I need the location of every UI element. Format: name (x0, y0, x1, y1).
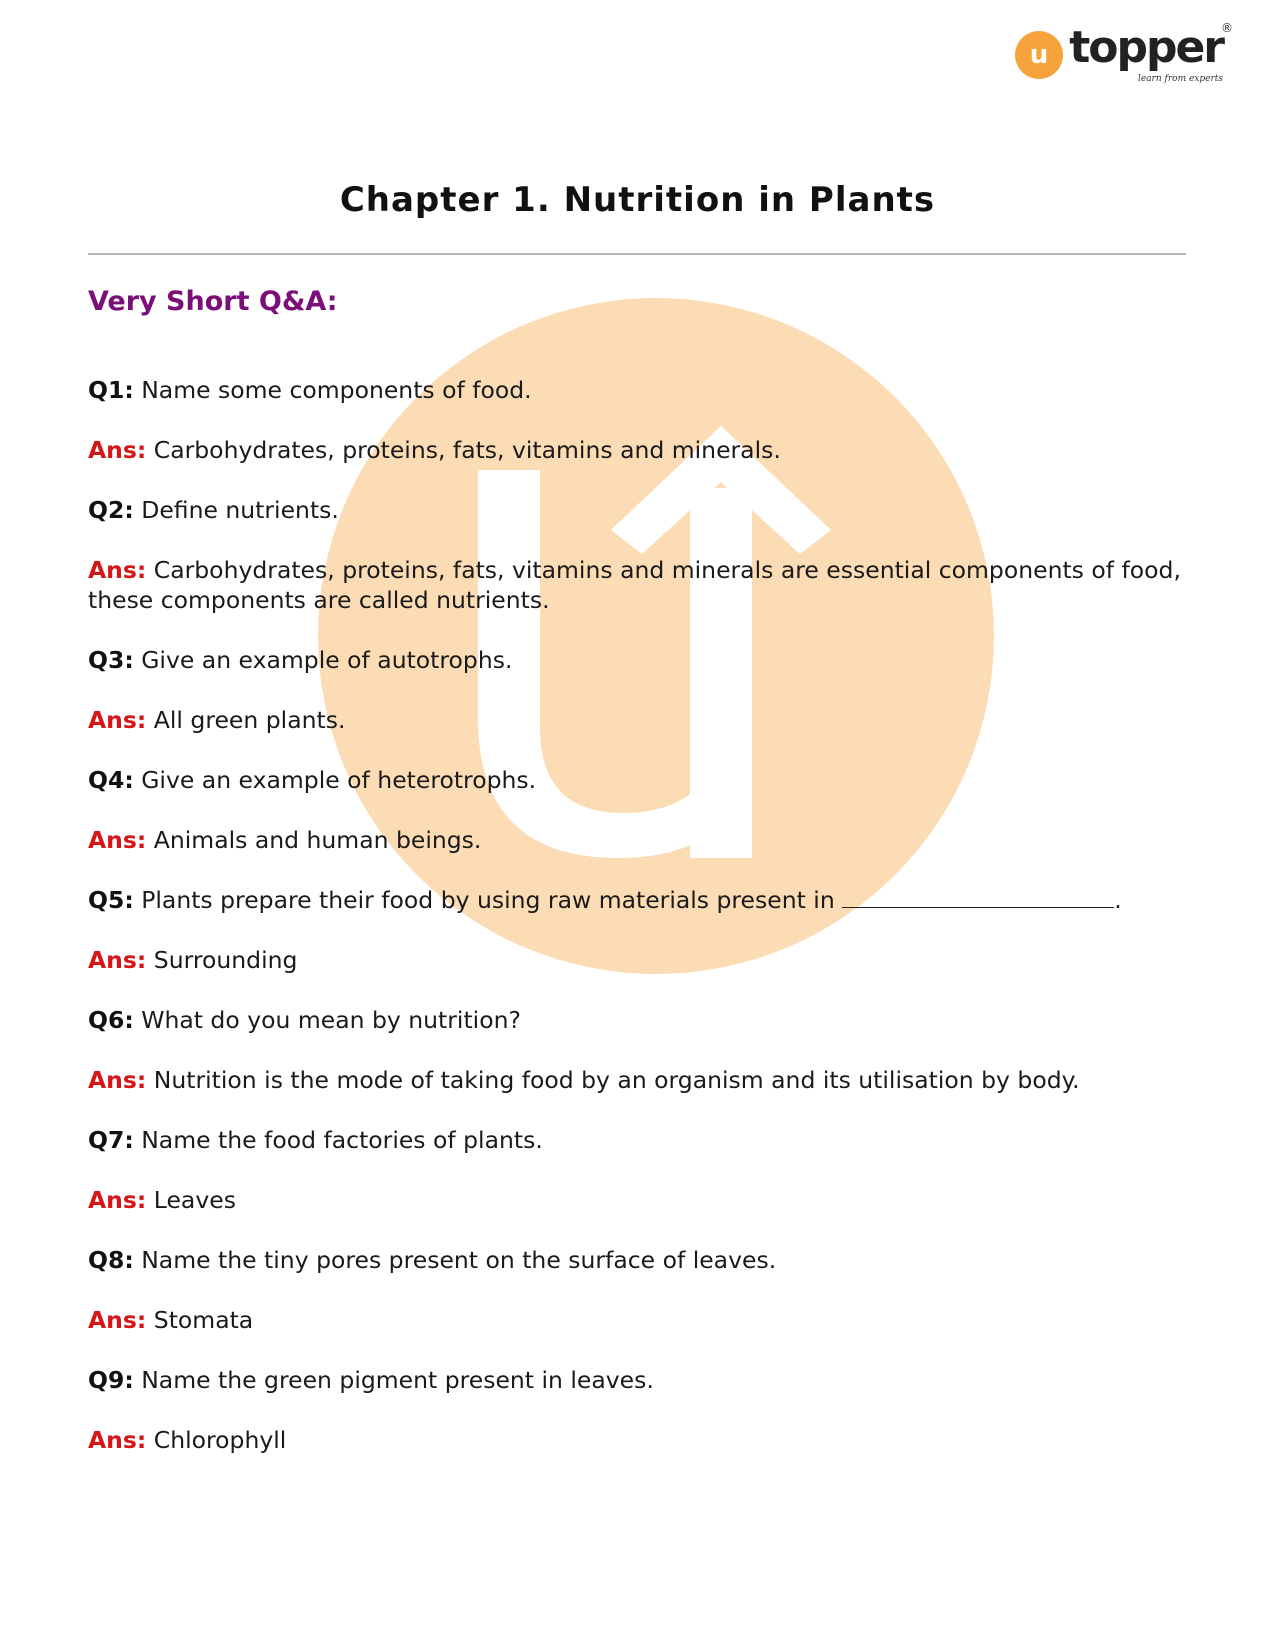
question-label: Q9: (88, 1366, 134, 1394)
question-text: Name the food factories of plants. (141, 1126, 543, 1154)
question-label: Q4: (88, 766, 134, 794)
question-label: Q5: (88, 886, 134, 914)
question-text: Name some components of food. (141, 376, 532, 404)
question-label: Q3: (88, 646, 134, 674)
answer-text: Stomata (153, 1306, 254, 1334)
qa-list (88, 375, 1186, 1485)
answer-label: Ans: (88, 706, 147, 734)
question-text: Define nutrients. (141, 496, 339, 524)
logo-word: topper (1069, 22, 1223, 73)
answer-label: Ans: (88, 1306, 147, 1334)
section-heading: Very Short Q&A: (88, 286, 338, 317)
question-8 (88, 1245, 1186, 1275)
question-6 (88, 1005, 1186, 1035)
answer-label: Ans: (88, 946, 147, 974)
question-text: Give an example of autotrophs. (141, 646, 513, 674)
answer-8 (88, 1305, 1186, 1335)
question-label: Q1: (88, 376, 134, 404)
question-3 (88, 645, 1186, 675)
answer-text: All green plants. (153, 706, 346, 734)
answer-text: Animals and human beings. (153, 826, 482, 854)
question-label: Q6: (88, 1006, 134, 1034)
question-label: Q7: (88, 1126, 134, 1154)
answer-label: Ans: (88, 1066, 147, 1094)
page-title: Chapter 1. Nutrition in Plants (339, 180, 936, 220)
logo-tagline: learn from experts (1137, 74, 1223, 84)
answer-text: Carbohydrates, proteins, fats, vitamins and minerals are essential components of food, these components are called nutrients. (88, 556, 1181, 614)
question-5 (88, 885, 1186, 915)
title-divider (88, 253, 1186, 255)
question-7 (88, 1125, 1186, 1155)
question-text: What do you mean by nutrition? (141, 1006, 521, 1034)
question-label: Q2: (88, 496, 134, 524)
question-label: Q8: (88, 1246, 134, 1274)
answer-label: Ans: (88, 1186, 147, 1214)
answer-text: Leaves (153, 1186, 236, 1214)
answer-text: Carbohydrates, proteins, fats, vitamins and minerals. (153, 436, 781, 464)
answer-1 (88, 435, 1186, 465)
answer-2 (88, 555, 1186, 615)
logo-wordmark (1069, 21, 1233, 84)
fill-in-blank (842, 885, 1114, 908)
question-9 (88, 1365, 1186, 1395)
logo-mark-icon (1015, 31, 1063, 79)
answer-text: Surrounding (153, 946, 298, 974)
utopper-logo (1015, 21, 1233, 84)
answer-label: Ans: (88, 556, 147, 584)
question-text: Name the tiny pores present on the surface of leaves. (141, 1246, 777, 1274)
logo-mark-letter: u (1029, 40, 1049, 70)
question-4 (88, 765, 1186, 795)
answer-text: Nutrition is the mode of taking food by an organism and its utilisation by body. (153, 1066, 1080, 1094)
answer-3 (88, 705, 1186, 735)
answer-text: Chlorophyll (153, 1426, 287, 1454)
question-2 (88, 495, 1186, 525)
answer-7 (88, 1185, 1186, 1215)
answer-9 (88, 1425, 1186, 1455)
answer-6 (88, 1065, 1186, 1095)
question-text: Name the green pigment present in leaves. (141, 1366, 654, 1394)
answer-5 (88, 945, 1186, 975)
question-1 (88, 375, 1186, 405)
question-text: Give an example of heterotrophs. (141, 766, 537, 794)
answer-label: Ans: (88, 826, 147, 854)
question-suffix: . (1114, 886, 1122, 914)
answer-4 (88, 825, 1186, 855)
answer-label: Ans: (88, 436, 147, 464)
answer-label: Ans: (88, 1426, 147, 1454)
question-text: Plants prepare their food by using raw materials present in (141, 886, 835, 914)
logo-registered-mark: ® (1221, 21, 1233, 35)
